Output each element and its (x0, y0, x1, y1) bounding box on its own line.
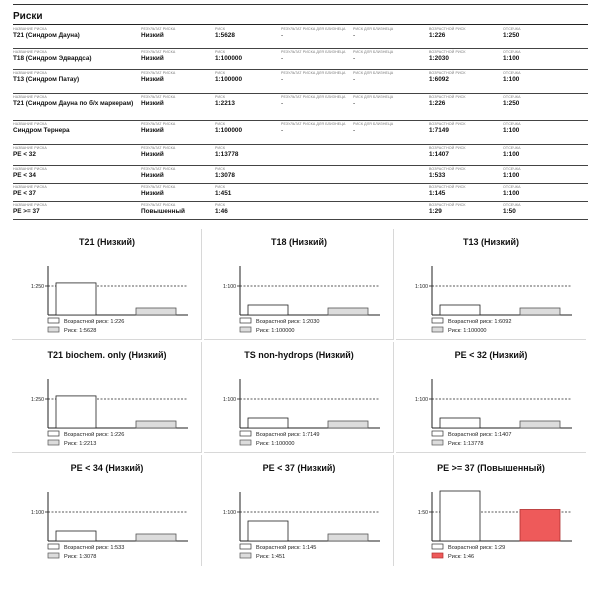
section-title: Риски (13, 11, 43, 22)
column-label: РЕЗУЛЬТАТ РИСКА (141, 50, 176, 54)
risk-chart (204, 229, 394, 340)
risk-chart-panel (396, 455, 586, 566)
cell-value: 1:226 (429, 99, 446, 107)
cell-value: T13 (Синдром Патау) (13, 75, 80, 83)
cell-value: 1:100 (503, 189, 520, 197)
age-risk-bar (56, 283, 96, 315)
chart-title: T18 (Низкий) (270, 237, 328, 247)
cell-value: 1:13778 (215, 150, 239, 158)
cell-value: - (353, 99, 356, 107)
cell-value: - (353, 75, 356, 83)
cell-cutoff (503, 122, 563, 134)
column-label: РЕЗУЛЬТАТ РИСКА (141, 95, 176, 99)
cell-value: 1:145 (429, 189, 446, 197)
legend-age-label: Возрастной риск: 1:533 (64, 545, 125, 551)
legend-risk-label: Риск: 1:451 (256, 554, 286, 560)
cell-risk (215, 167, 280, 179)
chart-title: PE < 32 (Низкий) (454, 350, 528, 360)
risk-chart-panel (396, 229, 586, 340)
column-label: ОТСЕЧКА (503, 167, 521, 171)
cell-value: 1:1407 (429, 150, 449, 158)
legend-age-swatch (432, 318, 443, 323)
cell-result (141, 146, 211, 158)
cell-value: 1:250 (503, 99, 520, 107)
cell-twin-risk (353, 50, 428, 62)
cell-value: 1:100 (503, 126, 520, 134)
cell-age-risk (429, 167, 499, 179)
column-label: РЕЗУЛЬТАТ РИСКА ДЛЯ БЛИЗНЕЦА (281, 50, 346, 54)
table-row (13, 184, 588, 202)
legend-age-swatch (48, 544, 59, 549)
column-label: РИСК (215, 27, 226, 31)
cell-value: 1:46 (215, 207, 228, 215)
chart-title: PE < 37 (Низкий) (262, 463, 336, 473)
cell-result (141, 50, 211, 62)
risk-bar (136, 421, 176, 428)
cell-value: 1:29 (429, 207, 442, 215)
cell-value: 1:5628 (215, 31, 235, 39)
legend-risk-label: Риск: 1:13778 (448, 441, 484, 447)
legend-risk-swatch (240, 553, 251, 558)
cell-value: 1:100 (503, 54, 520, 62)
cell-value: - (281, 126, 284, 134)
cell-value: Низкий (141, 171, 164, 179)
cell-risk (215, 146, 280, 158)
risk-chart-panel (12, 342, 202, 453)
column-label: ВОЗРАСТНОЙ РИСК (429, 122, 466, 126)
cutoff-tick-label: 1:50 (417, 510, 428, 516)
cell-value: 1:3078 (215, 171, 235, 179)
legend-risk-label: Риск: 1:5628 (64, 328, 97, 334)
column-label: НАЗВАНИЕ РИСКА (13, 122, 47, 126)
legend-age-label: Возрастной риск: 1:1407 (448, 432, 512, 438)
column-label: РИСК ДЛЯ БЛИЗНЕЦА (353, 95, 394, 99)
cell-cutoff (503, 27, 563, 39)
risk-chart (12, 229, 202, 340)
cell-value: Синдром Тернера (13, 126, 70, 134)
column-label: РЕЗУЛЬТАТ РИСКА (141, 27, 176, 31)
column-label: НАЗВАНИЕ РИСКА (13, 146, 47, 150)
legend-risk-swatch (240, 440, 251, 445)
column-label: РИСК (215, 203, 226, 207)
cell-value: - (353, 54, 356, 62)
chart-title: PE < 34 (Низкий) (70, 463, 144, 473)
cell-name (13, 27, 138, 39)
legend-age-label: Возрастной риск: 1:6092 (448, 319, 512, 325)
risk-bar (136, 534, 176, 541)
legend-risk-label: Риск: 1:100000 (448, 328, 487, 334)
column-label: ОТСЕЧКА (503, 71, 521, 75)
cutoff-tick-label: 1:100 (415, 284, 428, 290)
cell-value: 1:6092 (429, 75, 449, 83)
chart-title: T13 (Низкий) (462, 237, 520, 247)
cutoff-tick-label: 1:100 (31, 510, 44, 516)
column-label: ОТСЕЧКА (503, 185, 521, 189)
cutoff-tick-label: 1:100 (415, 397, 428, 403)
column-label: ВОЗРАСТНОЙ РИСК (429, 27, 466, 31)
column-label: НАЗВАНИЕ РИСКА (13, 71, 47, 75)
cell-value: - (353, 126, 356, 134)
column-label: ОТСЕЧКА (503, 95, 521, 99)
column-label: РЕЗУЛЬТАТ РИСКА ДЛЯ БЛИЗНЕЦА (281, 27, 346, 31)
cell-twin-result (281, 95, 351, 107)
cell-cutoff (503, 50, 563, 62)
cell-risk (215, 95, 280, 107)
legend-risk-label: Риск: 1:2213 (64, 441, 97, 447)
legend-risk-swatch (432, 553, 443, 558)
risk-chart-panel (12, 455, 202, 566)
cell-cutoff (503, 146, 563, 158)
risk-chart (396, 229, 586, 340)
risk-chart (396, 342, 586, 453)
column-label: ВОЗРАСТНОЙ РИСК (429, 50, 466, 54)
cell-result (141, 185, 211, 197)
legend-age-label: Возрастной риск: 1:145 (256, 545, 317, 551)
column-label: РИСК ДЛЯ БЛИЗНЕЦА (353, 50, 394, 54)
cell-value: 1:100000 (215, 54, 243, 62)
column-label: РИСК (215, 95, 226, 99)
table-row (13, 70, 588, 94)
risk-charts (12, 229, 588, 569)
cell-twin-result (281, 27, 351, 39)
legend-age-label: Возрастной риск: 1:29 (448, 545, 506, 551)
cell-cutoff (503, 71, 563, 83)
column-label: ВОЗРАСТНОЙ РИСК (429, 203, 466, 207)
cell-cutoff (503, 185, 563, 197)
column-label: ВОЗРАСТНОЙ РИСК (429, 167, 466, 171)
cell-age-risk (429, 185, 499, 197)
legend-age-label: Возрастной риск: 1:2030 (256, 319, 320, 325)
column-label: НАЗВАНИЕ РИСКА (13, 203, 47, 207)
cell-value: - (281, 75, 284, 83)
cell-risk (215, 27, 280, 39)
cell-risk (215, 203, 280, 215)
column-label: НАЗВАНИЕ РИСКА (13, 27, 47, 31)
cell-name (13, 71, 138, 83)
cell-value: T21 (Синдром Дауна по б/х маркерам) (13, 99, 134, 107)
column-label: РЕЗУЛЬТАТ РИСКА ДЛЯ БЛИЗНЕЦА (281, 95, 346, 99)
cell-value: 1:451 (215, 189, 232, 197)
cell-value: PE < 37 (13, 189, 36, 197)
table-row (13, 49, 588, 70)
cell-value: Низкий (141, 54, 164, 62)
cell-value: Низкий (141, 99, 164, 107)
legend-age-swatch (432, 431, 443, 436)
cell-value: 1:7149 (429, 126, 449, 134)
cell-age-risk (429, 71, 499, 83)
cell-cutoff (503, 203, 563, 215)
risk-chart (396, 455, 586, 566)
risk-bar (328, 534, 368, 541)
risk-chart (12, 455, 202, 566)
legend-risk-swatch (432, 440, 443, 445)
top-rule (13, 4, 588, 5)
cell-name (13, 167, 138, 179)
age-risk-bar (248, 305, 288, 315)
cell-value: 1:100000 (215, 126, 243, 134)
cell-value: T21 (Синдром Дауна) (13, 31, 80, 39)
cell-risk (215, 122, 280, 134)
cell-value: T18 (Синдром Эдвардса) (13, 54, 92, 62)
legend-age-swatch (48, 431, 59, 436)
legend-risk-swatch (48, 440, 59, 445)
cell-value: 1:226 (429, 31, 446, 39)
title-rule (13, 24, 588, 25)
column-label: РИСК (215, 50, 226, 54)
cell-result (141, 167, 211, 179)
legend-age-swatch (240, 431, 251, 436)
cell-value: Низкий (141, 31, 164, 39)
cell-value: Низкий (141, 150, 164, 158)
age-risk-bar (248, 521, 288, 541)
cell-age-risk (429, 146, 499, 158)
cutoff-tick-label: 1:250 (31, 397, 44, 403)
cell-cutoff (503, 167, 563, 179)
cell-value: 1:100 (503, 171, 520, 179)
risk-chart-panel (12, 229, 202, 340)
column-label: РИСК ДЛЯ БЛИЗНЕЦА (353, 122, 394, 126)
cell-age-risk (429, 203, 499, 215)
cell-value: Низкий (141, 75, 164, 83)
age-risk-bar (440, 418, 480, 428)
cell-value: 1:533 (429, 171, 446, 179)
column-label: ОТСЕЧКА (503, 203, 521, 207)
cell-value: PE < 34 (13, 171, 36, 179)
chart-title: T21 biochem. only (Низкий) (47, 350, 167, 360)
cell-value: 1:2030 (429, 54, 449, 62)
cell-value: 1:2213 (215, 99, 235, 107)
cell-value: - (353, 31, 356, 39)
legend-risk-label: Риск: 1:3078 (64, 554, 97, 560)
risk-chart (204, 455, 394, 566)
age-risk-bar (440, 491, 480, 541)
age-risk-bar (56, 396, 96, 428)
column-label: НАЗВАНИЕ РИСКА (13, 185, 47, 189)
risk-table (13, 26, 588, 220)
column-label: РЕЗУЛЬТАТ РИСКА ДЛЯ БЛИЗНЕЦА (281, 122, 346, 126)
cell-age-risk (429, 27, 499, 39)
legend-risk-swatch (48, 553, 59, 558)
cell-risk (215, 185, 280, 197)
cell-risk (215, 71, 280, 83)
legend-age-swatch (240, 318, 251, 323)
column-label: НАЗВАНИЕ РИСКА (13, 50, 47, 54)
column-label: РИСК (215, 167, 226, 171)
cell-result (141, 203, 211, 215)
table-row (13, 26, 588, 49)
column-label: РЕЗУЛЬТАТ РИСКА (141, 122, 176, 126)
legend-risk-swatch (240, 327, 251, 332)
cell-name (13, 185, 138, 197)
risk-chart (204, 342, 394, 453)
column-label: РЕЗУЛЬТАТ РИСКА (141, 185, 176, 189)
cell-value: - (281, 99, 284, 107)
cell-age-risk (429, 122, 499, 134)
column-label: ВОЗРАСТНОЙ РИСК (429, 71, 466, 75)
column-label: РИСК (215, 71, 226, 75)
column-label: РИСК ДЛЯ БЛИЗНЕЦА (353, 27, 394, 31)
cell-value: - (281, 31, 284, 39)
cell-twin-result (281, 122, 351, 134)
legend-risk-swatch (432, 327, 443, 332)
legend-age-swatch (240, 544, 251, 549)
legend-age-swatch (432, 544, 443, 549)
risk-bar (520, 308, 560, 315)
cell-value: 1:100 (503, 150, 520, 158)
cell-twin-risk (353, 122, 428, 134)
legend-age-label: Возрастной риск: 1:226 (64, 319, 125, 325)
cell-name (13, 95, 138, 107)
table-row (13, 121, 588, 145)
column-label: РИСК (215, 146, 226, 150)
column-label: РИСК ДЛЯ БЛИЗНЕЦА (353, 71, 394, 75)
cutoff-tick-label: 1:100 (223, 284, 236, 290)
cell-value: 1:100 (503, 75, 520, 83)
cell-value: Низкий (141, 126, 164, 134)
column-label: ОТСЕЧКА (503, 27, 521, 31)
legend-risk-label: Риск: 1:46 (448, 554, 475, 560)
column-label: ВОЗРАСТНОЙ РИСК (429, 146, 466, 150)
table-row (13, 145, 588, 166)
risk-bar (328, 308, 368, 315)
cell-age-risk (429, 95, 499, 107)
cell-value: PE < 32 (13, 150, 36, 158)
column-label: НАЗВАНИЕ РИСКА (13, 95, 47, 99)
cell-value: 1:250 (503, 31, 520, 39)
column-label: РИСК (215, 185, 226, 189)
cell-value: 1:100000 (215, 75, 243, 83)
risk-chart-panel (204, 455, 394, 566)
column-label: ВОЗРАСТНОЙ РИСК (429, 95, 466, 99)
cutoff-tick-label: 1:100 (223, 510, 236, 516)
cell-name (13, 122, 138, 134)
column-label: ОТСЕЧКА (503, 50, 521, 54)
cell-value: Повышенный (141, 207, 185, 215)
table-row (13, 94, 588, 121)
cell-twin-result (281, 50, 351, 62)
cell-name (13, 203, 138, 215)
cell-name (13, 146, 138, 158)
legend-risk-label: Риск: 1:100000 (256, 328, 295, 334)
legend-risk-label: Риск: 1:100000 (256, 441, 295, 447)
column-label: РИСК (215, 122, 226, 126)
column-label: ОТСЕЧКА (503, 122, 521, 126)
cell-risk (215, 50, 280, 62)
legend-age-label: Возрастной риск: 1:7149 (256, 432, 320, 438)
legend-age-label: Возрастной риск: 1:226 (64, 432, 125, 438)
cell-result (141, 95, 211, 107)
cell-twin-risk (353, 71, 428, 83)
risk-chart-panel (396, 342, 586, 453)
risk-chart-panel (204, 342, 394, 453)
cell-cutoff (503, 95, 563, 107)
cell-value: Низкий (141, 189, 164, 197)
legend-age-swatch (48, 318, 59, 323)
column-label: ВОЗРАСТНОЙ РИСК (429, 185, 466, 189)
cell-value: - (281, 54, 284, 62)
column-label: РЕЗУЛЬТАТ РИСКА (141, 71, 176, 75)
cell-age-risk (429, 50, 499, 62)
column-label: РЕЗУЛЬТАТ РИСКА ДЛЯ БЛИЗНЕЦА (281, 71, 346, 75)
risk-chart-panel (204, 229, 394, 340)
cell-twin-risk (353, 95, 428, 107)
cell-value: 1:50 (503, 207, 516, 215)
risk-bar (136, 308, 176, 315)
column-label: РЕЗУЛЬТАТ РИСКА (141, 203, 176, 207)
legend-risk-swatch (48, 327, 59, 332)
column-label: НАЗВАНИЕ РИСКА (13, 167, 47, 171)
cell-result (141, 122, 211, 134)
risk-bar (520, 421, 560, 428)
column-label: РЕЗУЛЬТАТ РИСКА (141, 146, 176, 150)
age-risk-bar (440, 305, 480, 315)
chart-title: TS non-hydrops (Низкий) (244, 350, 354, 360)
risk-bar (520, 509, 560, 541)
cutoff-tick-label: 1:100 (223, 397, 236, 403)
chart-title: PE >= 37 (Повышенный) (437, 463, 545, 473)
risk-chart (12, 342, 202, 453)
age-risk-bar (56, 531, 96, 541)
table-row (13, 202, 588, 220)
cell-twin-risk (353, 27, 428, 39)
risk-bar (328, 421, 368, 428)
cell-value: PE >= 37 (13, 207, 40, 215)
cutoff-tick-label: 1:250 (31, 284, 44, 290)
cell-twin-result (281, 71, 351, 83)
column-label: РЕЗУЛЬТАТ РИСКА (141, 167, 176, 171)
cell-result (141, 71, 211, 83)
age-risk-bar (248, 418, 288, 428)
chart-title: T21 (Низкий) (78, 237, 136, 247)
column-label: ОТСЕЧКА (503, 146, 521, 150)
table-row (13, 166, 588, 184)
cell-result (141, 27, 211, 39)
cell-name (13, 50, 138, 62)
